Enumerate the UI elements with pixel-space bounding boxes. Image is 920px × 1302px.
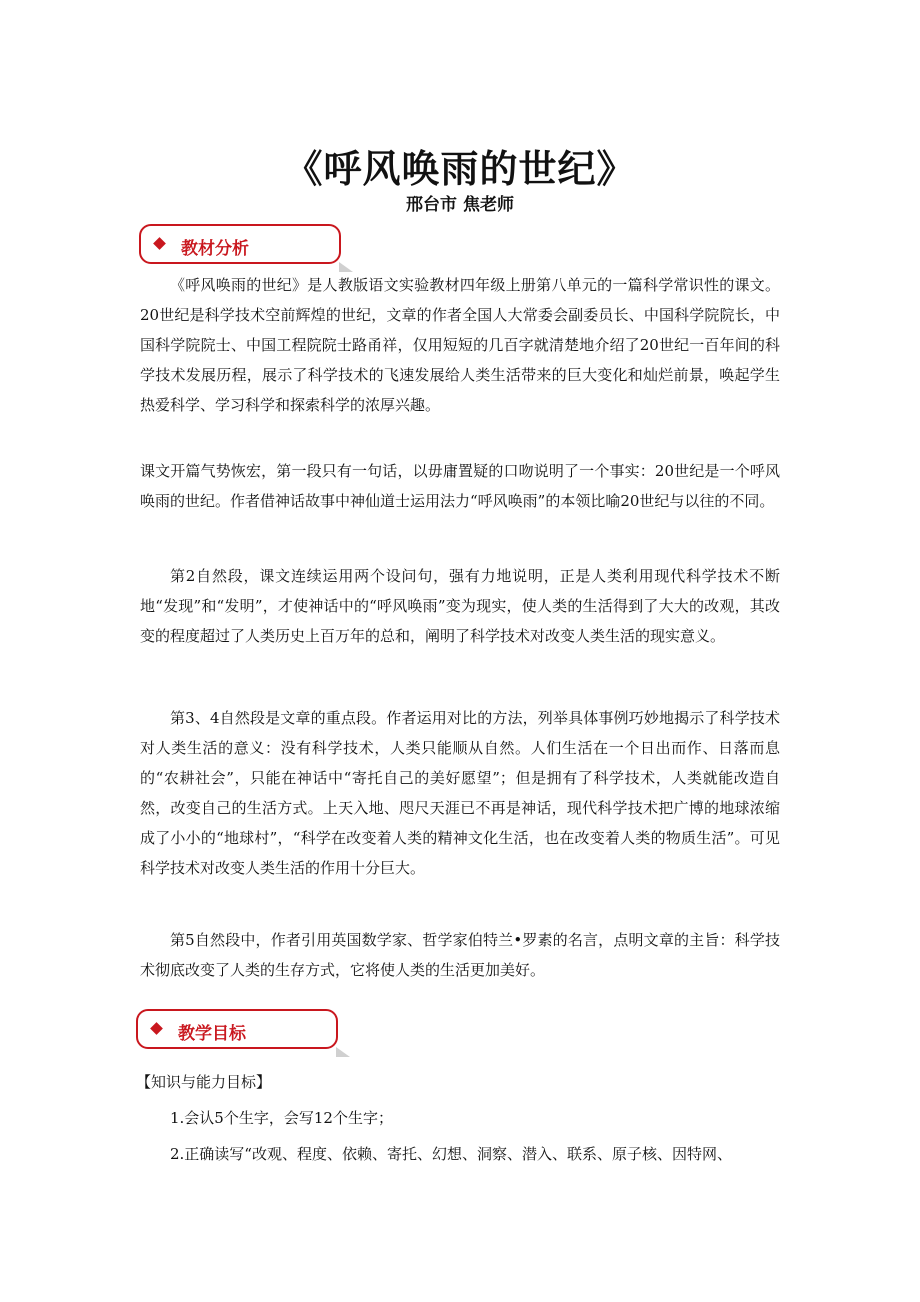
section-heading-label: 教材分析 — [181, 239, 249, 259]
analysis-paragraph-4: 第3、4自然段是文章的重点段。作者运用对比的方法，列举具体事例巧妙地揭示了科学技术对人类生活的意义：没有科学技术，人类只能顺从自然。人们生活在一个日出而作、日落而息的“农耕社会”，只能在神话中“寄托自己的美好愿望”；但是拥有了科学技术，人类就能改造自然，改变自己的生活方式。上天入地、咫尺天涯已不再是神话，现代科学技术把广博的地球浓缩成了小小的“地球村”，“科学在改变着人类的精神文化生活，也在改变着人类的物质生活”。可见科学技术对改变人类生活的作用十分巨大。 — [140, 709, 780, 877]
section-heading-analysis — [139, 224, 341, 264]
analysis-paragraph-3: 第2自然段，课文连续运用两个设问句，强有力地说明，正是人类利用现代科学技术不断地“发现”和“发明”，才使神话中的“呼风唤雨”变为现实，使人类的生活得到了大大的改观，其改变的程度超过了人类历史上百万年的总和，阐明了科学技术对改变人类生活的现实意义。 — [140, 567, 780, 645]
analysis-paragraph-1: 《呼风唤雨的世纪》是人教版语文实验教材四年级上册第八单元的一篇科学常识性的课文。20世纪是科学技术空前辉煌的世纪，文章的作者全国人大常委会副委员长、中国科学院院长，中国科学院院士、中国工程院院士路甬祥，仅用短短的几百字就清楚地介绍了20世纪一百年间的科学技术发展历程，展示了科学技术的飞速发展给人类生活带来的巨大变化和灿烂前景，唤起学生热爱科学、学习科学和探索科学的浓厚兴趣。 — [140, 276, 780, 414]
analysis-paragraph-2: 课文开篇气势恢宏，第一段只有一句话，以毋庸置疑的口吻说明了一个事实：20世纪是一个呼风唤雨的世纪。作者借神话故事中神仙道士运用法力“呼风唤雨”的本领比喻20世纪与以往的不同。 — [140, 462, 780, 510]
goals-item-2: 2.正确读写“改观、程度、依赖、寄托、幻想、洞察、潜入、联系、原子核、因特网、 — [170, 1145, 732, 1163]
goals-item-1: 1.会认5个生字，会写12个生字； — [170, 1109, 393, 1127]
analysis-paragraph-5: 第5自然段中，作者引用英国数学家、哲学家伯特兰•罗素的名言，点明文章的主旨：科学技术彻底改变了人类的生存方式，它将使人类的生活更加美好。 — [140, 931, 780, 979]
goals-subheading: 【知识与能力目标】 — [136, 1073, 272, 1091]
heading-corner-shadow — [336, 1047, 350, 1057]
diamond-bullet-icon — [150, 1022, 163, 1035]
author-line: 邢台市 焦老师 — [406, 195, 514, 215]
document-title: 《呼风唤雨的世纪》 — [284, 147, 636, 191]
section-heading-label: 教学目标 — [178, 1024, 246, 1044]
section-heading-goals — [136, 1009, 338, 1049]
diamond-bullet-icon — [153, 237, 166, 250]
